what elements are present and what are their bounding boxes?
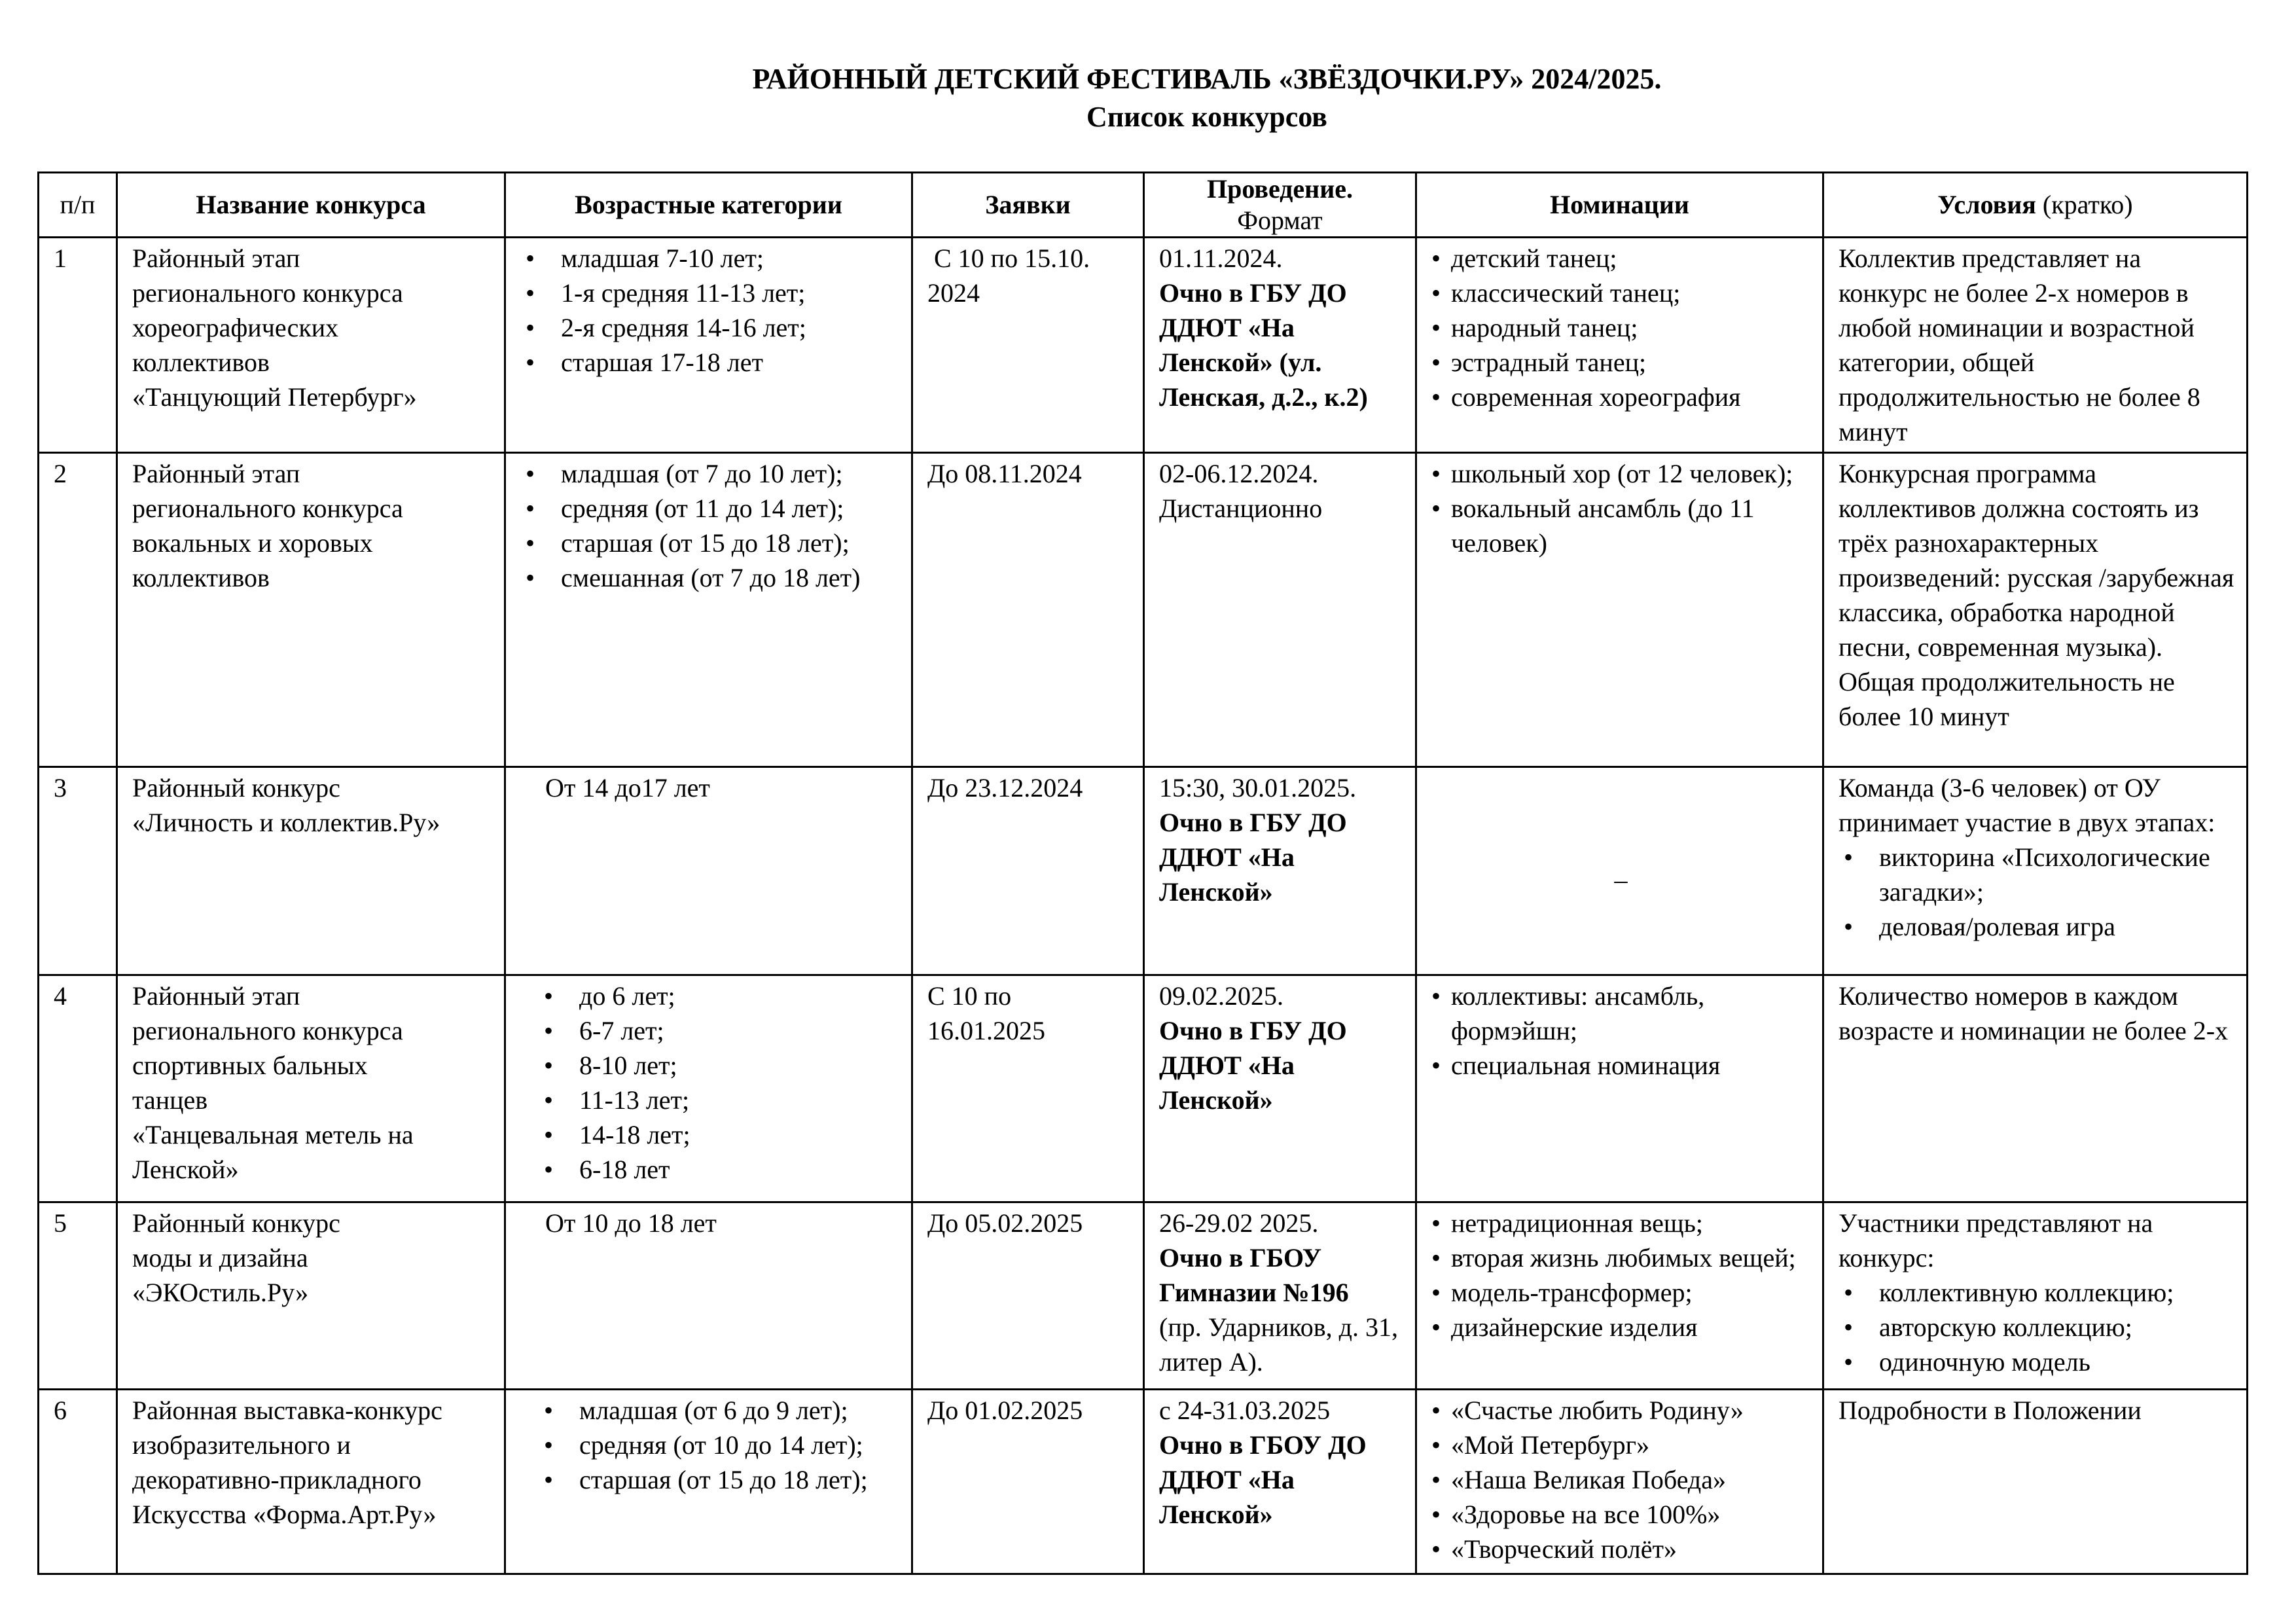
- age-category-item: • до 6 лет;: [539, 979, 899, 1013]
- contest-name: [117, 767, 505, 975]
- event-place-address: (пр. Ударников, д. 31, литер А).: [1159, 1312, 1398, 1377]
- age-category-item: • старшая 17-18 лет: [520, 345, 899, 380]
- nomination-item: • народный танец;: [1431, 310, 1810, 345]
- age-category-item: • 6-18 лет: [539, 1152, 899, 1187]
- contest-name-line: Районный этап: [132, 981, 300, 1011]
- row-num: 3: [39, 767, 117, 975]
- table-row: [39, 1390, 2248, 1574]
- contest-name-line: танцев: [132, 1085, 208, 1115]
- contest-name-line: моды и дизайна: [132, 1243, 308, 1272]
- contest-name-line: регионального конкурса: [132, 278, 403, 308]
- contest-name-line: Районная выставка-конкурс: [132, 1396, 442, 1425]
- age-categories: [505, 238, 912, 453]
- age-category-item: • средняя (от 11 до 14 лет);: [520, 491, 899, 526]
- age-category-item: • 14-18 лет;: [539, 1117, 899, 1152]
- nomination-item: • «Счастье любить Родину»: [1431, 1393, 1810, 1428]
- age-category-item: • 2-я средняя 14-16 лет;: [520, 310, 899, 345]
- contest-name-line: коллективов: [132, 348, 270, 377]
- conditions: Коллектив представляет на конкурс не более 2-х номеров в любой номинации и возрастной категории, общей продолжительностью не более 8 минут: [1823, 238, 2248, 453]
- header-num: п/п: [39, 173, 117, 238]
- nomination-item: • детский танец;: [1431, 241, 1810, 276]
- contest-name: [117, 975, 505, 1202]
- event-place: Дистанционно: [1159, 494, 1323, 523]
- contest-name-line: Искусства «Форма.Арт.Ру»: [132, 1500, 437, 1529]
- age-category-item: • 6-7 лет;: [539, 1013, 899, 1048]
- nomination-item: • «Мой Петербург»: [1431, 1428, 1810, 1462]
- conditions-item: • викторина «Психологические загадки»;: [1839, 840, 2234, 909]
- header-conditions-bold: Условия: [1937, 190, 2036, 219]
- contest-name-line: «Личность и коллектив.Ру»: [132, 808, 440, 837]
- nominations: [1416, 975, 1823, 1202]
- event-format: [1144, 453, 1416, 767]
- age-category-item: • средняя (от 10 до 14 лет);: [539, 1428, 899, 1462]
- nomination-item: • модель-трансформер;: [1431, 1275, 1810, 1310]
- event-format: [1144, 975, 1416, 1202]
- conditions-item: • одиночную модель: [1839, 1344, 2234, 1379]
- nomination-item: • «Наша Великая Победа»: [1431, 1462, 1810, 1497]
- nomination-item: • коллективы: ансамбль, формэйшн;: [1431, 979, 1810, 1048]
- conditions-text: Конкурсная программа коллективов должна состоять из трёх разнохарактерных произведений: русская /зарубежная классика, обработка народной песни, современная музыка).: [1839, 459, 2234, 662]
- contest-name-line: спортивных бальных: [132, 1051, 368, 1080]
- age-category-item: • 1-я средняя 11-13 лет;: [520, 276, 899, 310]
- header-name: Название конкурса: [117, 173, 505, 238]
- contest-name-line: декоративно-прикладного: [132, 1465, 422, 1494]
- contest-name: [117, 1202, 505, 1390]
- event-date: 09.02.2025.: [1159, 981, 1283, 1011]
- header-format-bold: Проведение.: [1206, 174, 1354, 204]
- applications-period: С 10 по 16.01.2025: [912, 975, 1144, 1202]
- age-categories: От 10 до 18 лет: [505, 1202, 912, 1390]
- age-category-item: • младшая 7-10 лет;: [520, 241, 899, 276]
- conditions: [1823, 1202, 2248, 1390]
- contest-name-line: Районный конкурс: [132, 773, 340, 803]
- age-category-item: • смешанная (от 7 до 18 лет): [520, 560, 899, 595]
- nominations: [1416, 453, 1823, 767]
- age-categories: [505, 1390, 912, 1574]
- contest-name-line: изобразительного и: [132, 1430, 351, 1460]
- header-ages: Возрастные категории: [505, 173, 912, 238]
- nomination-item: • дизайнерские изделия: [1431, 1310, 1810, 1344]
- event-place: Очно в ГБУ ДО ДДЮТ «На Ленской» (ул. Ленская, д.2., к.2): [1159, 278, 1368, 412]
- conditions-text: Общая продолжительность не более 10 минут: [1839, 667, 2175, 731]
- nomination-item: • нетрадиционная вещь;: [1431, 1206, 1810, 1240]
- table-row: [39, 238, 2248, 453]
- age-category-item: • старшая (от 15 до 18 лет);: [520, 526, 899, 560]
- contest-name-line: регионального конкурса: [132, 494, 403, 523]
- conditions: [1823, 767, 2248, 975]
- applications-period: До 01.02.2025: [912, 1390, 1144, 1574]
- event-place: Очно в ГБУ ДО ДДЮТ «На Ленской»: [1159, 808, 1347, 907]
- header-format: [1144, 173, 1416, 238]
- age-category-item: • младшая (от 6 до 9 лет);: [539, 1393, 899, 1428]
- nomination-item: • вокальный ансамбль (до 11 человек): [1431, 491, 1810, 560]
- nomination-item: • вторая жизнь любимых вещей;: [1431, 1240, 1810, 1275]
- age-categories: [505, 453, 912, 767]
- document-title-block: [0, 60, 2296, 136]
- conditions-text: Команда (3-6 человек) от ОУ принимает участие в двух этапах:: [1839, 773, 2215, 837]
- event-date: 26-29.02 2025.: [1159, 1208, 1319, 1238]
- table-header-row: [39, 173, 2248, 238]
- nomination-item: • школьный хор (от 12 человек);: [1431, 456, 1810, 491]
- event-format: [1144, 1202, 1416, 1390]
- contest-name-line: «Танцующий Петербург»: [132, 382, 417, 412]
- conditions-text: Участники представляют на конкурс:: [1839, 1208, 2153, 1272]
- row-num: 5: [39, 1202, 117, 1390]
- conditions-item: • коллективную коллекцию;: [1839, 1275, 2234, 1310]
- event-date: 01.11.2024.: [1159, 244, 1283, 273]
- nominations: [1416, 1202, 1823, 1390]
- age-category-item: • 11-13 лет;: [539, 1083, 899, 1117]
- contest-name-line: Районный конкурс: [132, 1208, 340, 1238]
- table-row: [39, 1202, 2248, 1390]
- applications-period: До 05.02.2025: [912, 1202, 1144, 1390]
- contest-name-line: коллективов: [132, 563, 270, 592]
- age-categories: От 14 до17 лет: [505, 767, 912, 975]
- table-row: [39, 975, 2248, 1202]
- age-category-item: • старшая (от 15 до 18 лет);: [539, 1462, 899, 1497]
- conditions: [1823, 453, 2248, 767]
- contest-name-line: Районный этап: [132, 459, 300, 488]
- document-subtitle: Список конкурсов: [1086, 101, 1327, 133]
- event-place: Очно в ГБОУ ДО ДДЮТ «На Ленской»: [1159, 1430, 1367, 1529]
- contest-name-line: «Танцевальная метель на: [132, 1120, 414, 1149]
- event-date: 02-06.12.2024.: [1159, 459, 1319, 488]
- contest-name: [117, 238, 505, 453]
- table-row: [39, 767, 2248, 975]
- contest-name: [117, 1390, 505, 1574]
- contest-name-line: Районный этап: [132, 244, 300, 273]
- header-format-normal: Формат: [1237, 206, 1323, 235]
- conditions: Количество номеров в каждом возрасте и номинации не более 2-х: [1823, 975, 2248, 1202]
- header-nominations: Номинации: [1416, 173, 1823, 238]
- row-num: 6: [39, 1390, 117, 1574]
- age-categories: [505, 975, 912, 1202]
- contest-name-line: Ленской»: [132, 1155, 239, 1184]
- event-place: Очно в ГБОУ Гимназии №196: [1159, 1243, 1349, 1307]
- contest-name-line: регионального конкурса: [132, 1016, 403, 1045]
- event-date: с 24-31.03.2025: [1159, 1396, 1331, 1425]
- nominations: [1416, 1390, 1823, 1574]
- conditions: Подробности в Положении: [1823, 1390, 2248, 1574]
- contest-name: [117, 453, 505, 767]
- header-conditions: [1823, 173, 2248, 238]
- contest-name-line: вокальных и хоровых: [132, 528, 373, 558]
- row-num: 4: [39, 975, 117, 1202]
- document-title: РАЙОННЫЙ ДЕТСКИЙ ФЕСТИВАЛЬ «ЗВЁЗДОЧКИ.РУ» 2024/2025.: [752, 63, 1662, 95]
- event-format: [1144, 767, 1416, 975]
- conditions-item: • авторскую коллекцию;: [1839, 1310, 2234, 1344]
- header-applications: Заявки: [912, 173, 1144, 238]
- event-format: [1144, 238, 1416, 453]
- nomination-item: • классический танец;: [1431, 276, 1810, 310]
- event-place: Очно в ГБУ ДО ДДЮТ «На Ленской»: [1159, 1016, 1347, 1115]
- nomination-item: • специальная номинация: [1431, 1048, 1810, 1083]
- age-category-item: • младшая (от 7 до 10 лет);: [520, 456, 899, 491]
- nomination-item: • «Здоровье на все 100%»: [1431, 1497, 1810, 1532]
- table-row: [39, 453, 2248, 767]
- contests-table: [37, 171, 2248, 1575]
- event-format: [1144, 1390, 1416, 1574]
- nominations: [1416, 238, 1823, 453]
- event-date: 15:30, 30.01.2025.: [1159, 773, 1357, 803]
- row-num: 1: [39, 238, 117, 453]
- applications-period: До 08.11.2024: [912, 453, 1144, 767]
- row-num: 2: [39, 453, 117, 767]
- nomination-item: • современная хореография: [1431, 380, 1810, 414]
- contest-name-line: хореографических: [132, 313, 339, 342]
- age-category-item: • 8-10 лет;: [539, 1048, 899, 1083]
- header-conditions-normal: (кратко): [2036, 190, 2133, 219]
- applications-period: До 23.12.2024: [912, 767, 1144, 975]
- conditions-item: • деловая/ролевая игра: [1839, 909, 2234, 944]
- applications-period: С 10 по 15.10. 2024: [912, 238, 1144, 453]
- nomination-item: • эстрадный танец;: [1431, 345, 1810, 380]
- nomination-item: • «Творческий полёт»: [1431, 1532, 1810, 1566]
- contest-name-line: «ЭКОстиль.Ру»: [132, 1278, 309, 1307]
- nominations: _: [1416, 767, 1823, 975]
